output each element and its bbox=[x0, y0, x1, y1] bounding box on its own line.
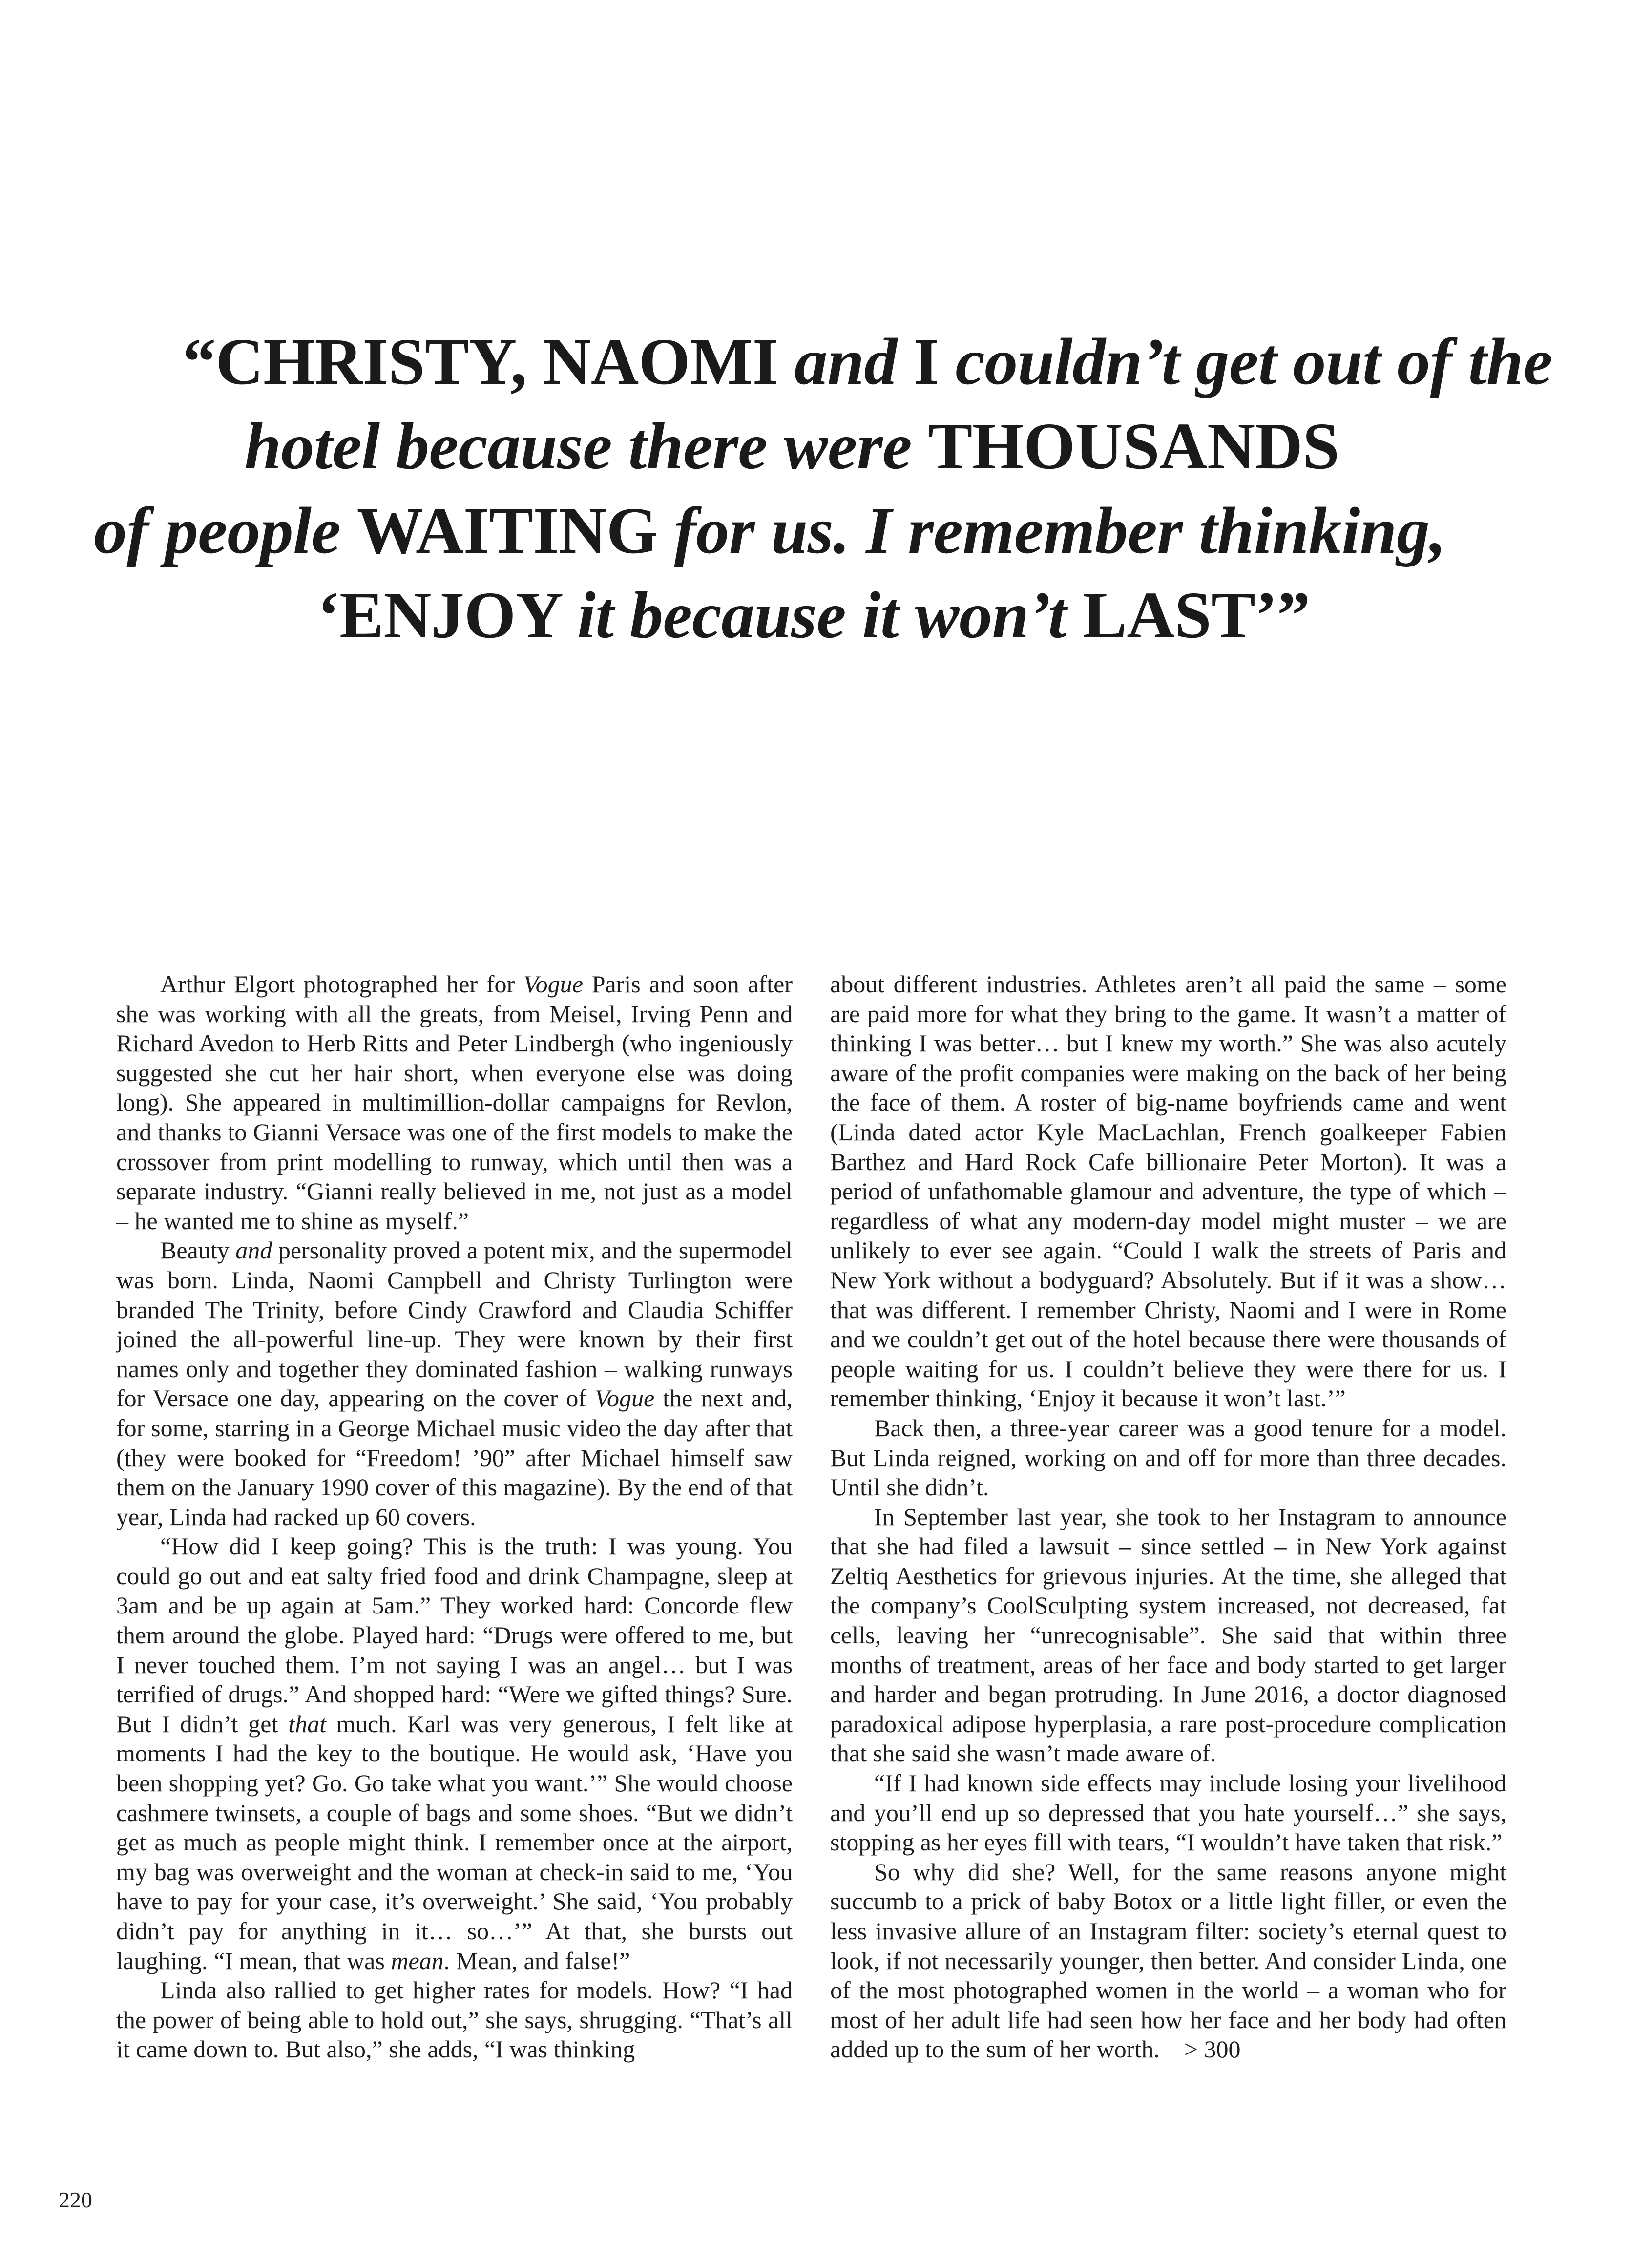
body-paragraph: “How did I keep going? This is the truth: I was young. You could go out and eat salty fried food and drink Champagne, sleep at 3am and be up again at 5am.” They worked hard: Concorde flew them around the globe. Played hard: “Drugs were offered to me, but I never touched them. I’m not saying I was an angel… but I was terrified of drugs.” And shopped hard: “Were we gifted things? Sure. But I didn’t get that much. Karl was very generous, I felt like at moments I had the key to the boutique. He would ask, ‘Have you been shopping yet? Go. Go take what you want.’” She would choose cashmere twinsets, a couple of bags and some shoes. “But we didn’t get as much as people might think. I remember once at the airport, my bag was overweight and the woman at check-in said to me, ‘You have to pay for your case, it’s overweight.’ She said, ‘You probably didn’t pay for anything in it… so…’” At that, she bursts out laughing. “I mean, that was mean. Mean, and false!” bbox=[116, 1532, 793, 1974]
pq-text: “CHRISTY, NAOMI bbox=[183, 325, 795, 398]
body-paragraph: about different industries. Athletes aren’t all paid the same – some are paid more for what they bring to the game. It wasn’t a matter of thinking I was better… but I knew my worth.” She was also acutely aware of the profit companies were making on the back of her being the face of them. A roster of big-name boyfriends came and went (Linda dated actor Kyle MacLachlan, French goalkeeper Fabien Barthez and Hard Rock Cafe billionaire Peter Morton). It was a period of unfathomable glamour and adventure, the type of which – regardless of what any modern-day model might muster – we are unlikely to ever see again. “Could I walk the streets of Paris and New York without a bodyguard? Absolutely. But if it was a show… that was different. I remember Christy, Naomi and I were in Rome and we couldn’t get out of the hotel because there were thousands of people waiting for us. I couldn’t believe they were there for us. I remember thinking, ‘Enjoy it because it won’t last.’” bbox=[830, 970, 1506, 1412]
continued-page-marker: > 300 bbox=[1184, 2035, 1241, 2063]
pq-text: WAITING bbox=[356, 494, 674, 567]
pq-text: for us. I remember thinking, bbox=[674, 494, 1446, 567]
body-paragraph: Back then, a three-year career was a good tenure for a model. But Linda reigned, working on and off for more than three decades. Until she didn’t. bbox=[830, 1414, 1506, 1501]
pq-text: LAST’” bbox=[1083, 579, 1310, 652]
pull-quote-line-3 bbox=[0, 489, 1596, 573]
body-column-right bbox=[830, 969, 1506, 2146]
page-number: 220 bbox=[59, 2187, 92, 2212]
body-paragraph: In September last year, she took to her Instagram to announce that she had filed a lawsuit – since settled – in New York against Zeltiq Aesthetics for grievous injuries. At the time, she alleged that the company’s CoolSculpting system increased, not decreased, fat cells, leaving her “unrecognisable”. She said that within three months of treatment, areas of her face and body started to get larger and harder and began protruding. In June 2016, a doctor diagnosed paradoxical adipose hyperplasia, a rare post-procedure complication that she said she wasn’t made aware of. bbox=[830, 1503, 1506, 1767]
pull-quote-line-4 bbox=[0, 573, 1640, 658]
body-paragraph bbox=[830, 1857, 1506, 2064]
pq-text: THOUSANDS bbox=[928, 410, 1339, 483]
pull-quote-line-1 bbox=[42, 320, 1652, 404]
body-paragraph: “If I had known side effects may include losing your livelihood and you’ll end up so depressed that you hate yourself…” she says, stopping as her eyes fill with tears, “I wouldn’t have taken that risk.” bbox=[830, 1769, 1506, 1856]
body-paragraph: Linda also rallied to get higher rates for models. How? “I had the power of being able to hold out,” she says, shrugging. “That’s all it came down to. But also,” she adds, “I was thinking bbox=[116, 1976, 793, 2063]
pq-text: of people bbox=[94, 494, 357, 567]
pq-text: and bbox=[794, 325, 897, 398]
pull-quote bbox=[0, 320, 1652, 658]
pq-text: ‘ENJOY bbox=[317, 579, 577, 652]
pq-text: it because it won’t bbox=[577, 579, 1083, 652]
body-paragraph: Arthur Elgort photographed her for Vogue Paris and soon after she was working with all the greats, from Meisel, Irving Penn and Richard Avedon to Herb Ritts and Peter Lindbergh (who ingeniously suggested she cut her hair short, when everyone else was doing long). She appeared in multimillion-dollar campaigns for Revlon, and thanks to Gianni Versace was one of the first models to make the crossover from print modelling to runway, which until then was a separate industry. “Gianni really believed in me, not just as a model – he wanted me to shine as myself.” bbox=[116, 970, 793, 1235]
body-paragraph: Beauty and personality proved a potent mix, and the supermodel was born. Linda, Naomi Campbell and Christy Turlington were branded The Trinity, before Cindy Crawford and Claudia Schiffer joined the all-powerful line-up. They were known by their first names only and together they dominated fashion – walking runways for Versace one day, appearing on the cover of Vogue the next and, for some, starring in a George Michael music video the day after that (they were booked for “Freedom! ’90” after Michael himself saw them on the January 1990 cover of this magazine). By the end of that year, Linda had racked up 60 covers. bbox=[116, 1236, 793, 1530]
pq-text: hotel because there were bbox=[244, 410, 928, 483]
pq-text: couldn’t get out of the bbox=[955, 325, 1552, 398]
pq-text: I bbox=[897, 325, 956, 398]
final-paragraph-text: So why did she? Well, for the same reasons anyone might succumb to a prick of baby Botox or a little light filler, or even the less invasive allure of an Instagram filter: society’s eternal quest to look, if not necessarily younger, then better. And consider Linda, one of the most photographed women in the world – a woman who for most of her adult life had seen how her face and her body had often added up to the sum of her worth. bbox=[830, 1858, 1506, 2063]
body-column-left bbox=[116, 969, 793, 2146]
pull-quote-line-2 bbox=[0, 404, 1618, 489]
